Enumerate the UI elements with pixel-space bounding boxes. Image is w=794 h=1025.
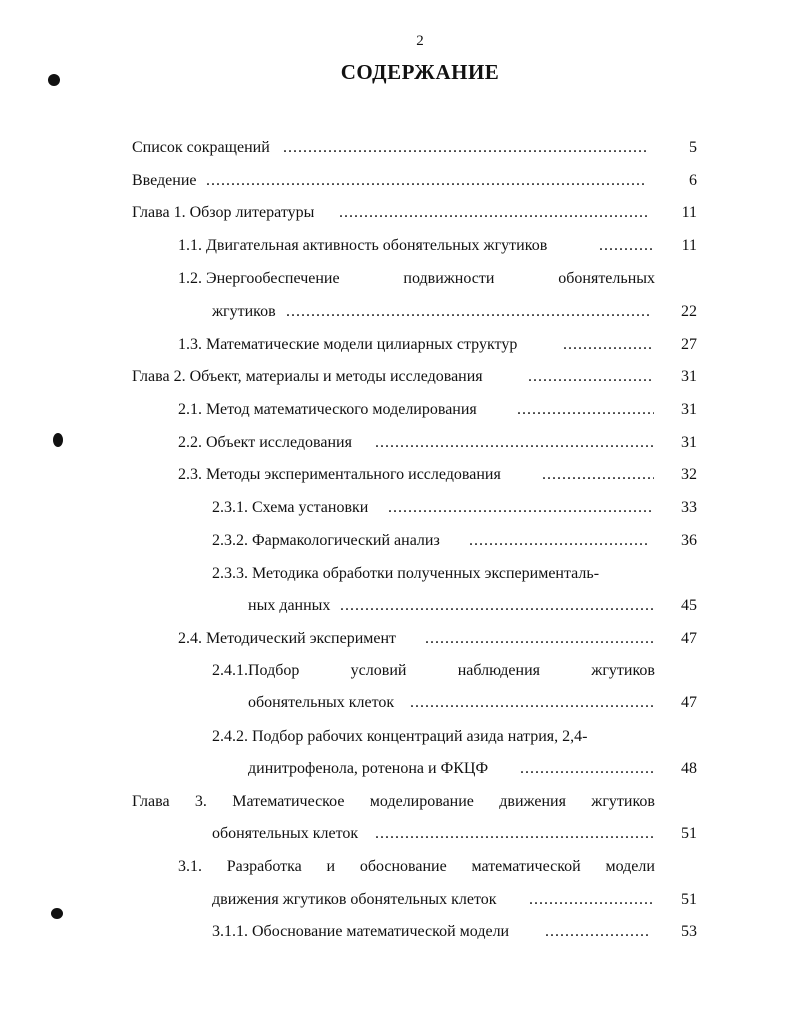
toc-entry-page: 47 [681, 694, 697, 711]
toc-entry-chapter-3[interactable] [0, 790, 794, 814]
page-title: СОДЕРЖАНИЕ [340, 60, 500, 84]
toc-entry-word: жгутиков [591, 793, 655, 810]
toc-entry-2-4-2-continuation[interactable] [0, 757, 794, 781]
toc-entry-page: 45 [681, 597, 697, 614]
dot-leader [340, 594, 654, 618]
toc-entry-word: 3. [194, 793, 207, 810]
dot-leader [206, 169, 647, 193]
toc-entry-page: 11 [681, 237, 697, 254]
dot-leader [529, 888, 654, 912]
toc-entry-page: 51 [681, 891, 697, 908]
toc-entry-word: движения [499, 793, 566, 810]
toc-entry-word: условий [350, 662, 407, 679]
toc-entry-label: 2.4. Методический эксперимент [178, 630, 397, 647]
toc-entry-page: 5 [689, 139, 697, 156]
dot-leader [286, 300, 650, 324]
dot-leader [545, 920, 650, 944]
dot-leader [410, 691, 654, 715]
toc-entry-word: обоснование [359, 858, 447, 875]
toc-entry-label: 2.3.3. Методика обработки полученных эксперименталь- [212, 565, 600, 582]
toc-entry-chapter-1[interactable] [0, 201, 794, 225]
toc-entry-label: 1.3. Математические модели цилиарных структур [178, 336, 518, 353]
toc-entry-label: динитрофенола, ротенона и ФКЦФ [248, 760, 489, 777]
toc-entry-1-2[interactable] [0, 267, 794, 291]
toc-entry-word: математической [471, 858, 581, 875]
toc-entry-page: 32 [681, 466, 697, 483]
toc-entry-word: обонятельных [558, 270, 655, 287]
toc-entry-2-3-1[interactable] [0, 496, 794, 520]
toc-entry-label: 2.3.1. Схема установки [212, 499, 369, 516]
dot-leader [520, 757, 654, 781]
toc-entry-word: Разработка [226, 858, 302, 875]
toc-entry-label: Глава 1. Обзор литературы [132, 204, 315, 221]
dot-leader [375, 822, 654, 846]
toc-entry-2-4[interactable] [0, 627, 794, 651]
dot-leader [375, 431, 654, 455]
toc-entry-1-3[interactable] [0, 333, 794, 357]
dot-leader [563, 333, 652, 357]
toc-entry-label: 2.1. Метод математического моделирования [178, 401, 477, 418]
toc-entry-label: 2.3. Методы экспериментального исследования [178, 466, 501, 483]
toc-entry-2-4-1[interactable] [0, 659, 794, 683]
toc-entry-3-1[interactable] [0, 855, 794, 879]
toc-entry-word: 2.4.1.Подбор [212, 662, 300, 679]
toc-entry-word: Математическое [232, 793, 345, 810]
toc-entry-label: обонятельных клеток [248, 694, 395, 711]
toc-entry-label: 2.2. Объект исследования [178, 434, 352, 451]
toc-entry-label: жгутиков [212, 303, 276, 320]
toc-entry-2-4-1-continuation[interactable] [0, 691, 794, 715]
dot-leader [339, 201, 647, 225]
toc-entry-label: Список сокращений [132, 139, 270, 156]
toc-entry-page: 6 [689, 172, 697, 189]
toc-entry-page: 31 [681, 401, 697, 418]
dot-leader [469, 529, 649, 553]
page-number: 2 [416, 33, 424, 49]
toc-entry-abbreviations[interactable] [0, 136, 794, 160]
dot-leader [528, 365, 654, 389]
toc-entry-page: 48 [681, 760, 697, 777]
toc-entry-word: 1.2. Энергообеспечение [178, 270, 340, 287]
toc-entry-1-2-continuation[interactable] [0, 300, 794, 324]
toc-entry-label: Глава 2. Объект, материалы и методы исследования [132, 368, 483, 385]
dot-leader [517, 398, 654, 422]
toc-entry-word: подвижности [403, 270, 495, 287]
toc-entry-3-1-continuation[interactable] [0, 888, 794, 912]
toc-entry-2-3[interactable] [0, 463, 794, 487]
toc-entry-label: 1.1. Двигательная активность обонятельных жгутиков [178, 237, 548, 254]
toc-entry-label: движения жгутиков обонятельных клеток [212, 891, 497, 908]
dot-leader [425, 627, 654, 651]
toc-entry-label: обонятельных клеток [212, 825, 359, 842]
toc-entry-label: ных данных [248, 597, 331, 614]
dot-leader [599, 234, 654, 258]
toc-entry-2-3-3-continuation[interactable] [0, 594, 794, 618]
toc-entry-page: 31 [681, 368, 697, 385]
toc-entry-label: 3.1.1. Обоснование математической модели [212, 923, 510, 940]
toc-entry-word: моделирование [369, 793, 474, 810]
toc-entry-label: Введение [132, 172, 197, 189]
toc-entry-page: 53 [681, 923, 697, 940]
toc-entry-page: 11 [681, 204, 697, 221]
toc-entry-2-3-2[interactable] [0, 529, 794, 553]
toc-entry-page: 31 [681, 434, 697, 451]
toc-entry-word: жгутиков [591, 662, 655, 679]
dot-leader [283, 136, 647, 160]
toc-entry-page: 36 [681, 532, 697, 549]
toc-entry-2-4-2[interactable] [0, 725, 794, 749]
toc-entry-page: 51 [681, 825, 697, 842]
toc-entry-word: модели [605, 858, 655, 875]
toc-entry-2-1[interactable] [0, 398, 794, 422]
toc-entry-page: 47 [681, 630, 697, 647]
toc-entry-word: 3.1. [178, 858, 202, 875]
toc-entry-word: и [326, 858, 336, 875]
toc-entry-2-2[interactable] [0, 431, 794, 455]
toc-entry-word: наблюдения [457, 662, 540, 679]
toc-entry-page: 22 [681, 303, 697, 320]
toc-entry-word: Глава [132, 793, 170, 810]
toc-entry-2-3-3[interactable] [0, 562, 794, 586]
toc-entry-chapter-2[interactable] [0, 365, 794, 389]
toc-entry-chapter-3-continuation[interactable] [0, 822, 794, 846]
toc-entry-3-1-1[interactable] [0, 920, 794, 944]
toc-entry-label: 2.4.2. Подбор рабочих концентраций азида натрия, 2,4- [212, 728, 588, 745]
toc-entry-1-1[interactable] [0, 234, 794, 258]
dot-leader [388, 496, 654, 520]
toc-entry-page: 27 [681, 336, 697, 353]
toc-entry-introduction[interactable] [0, 169, 794, 193]
toc-entry-label: 2.3.2. Фармакологический анализ [212, 532, 440, 549]
toc-entry-page: 33 [681, 499, 697, 516]
dot-leader [542, 463, 654, 487]
